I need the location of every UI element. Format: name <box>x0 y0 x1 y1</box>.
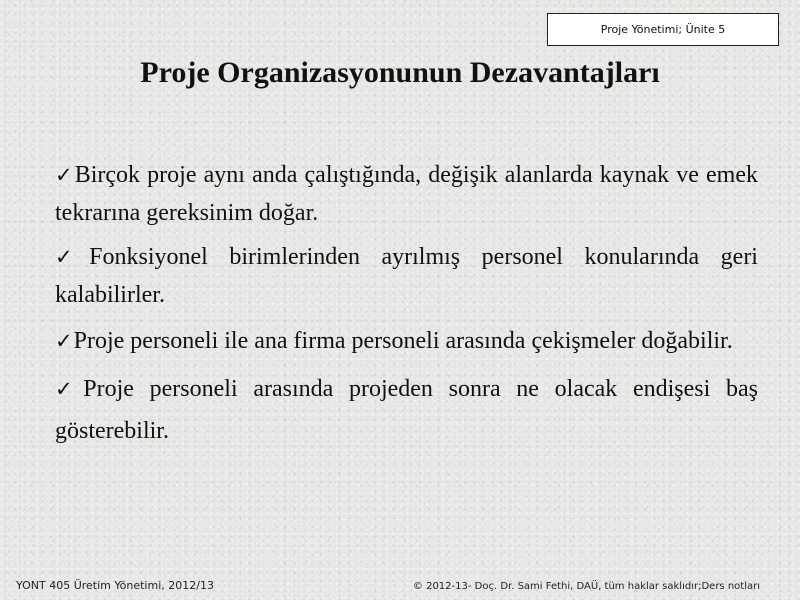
check-icon: ✓ <box>55 245 89 269</box>
bullet-text: Fonksiyonel birimlerinden ayrılmış personel konularında geri kalabilirler. <box>55 244 758 308</box>
course-label: Proje Yönetimi; Ünite 5 <box>600 23 726 36</box>
check-icon: ✓ <box>55 329 73 353</box>
check-icon: ✓ <box>55 377 83 401</box>
bullet-text: Proje personeli arasında projeden sonra ne olacak endişesi baş gösterebilir. <box>55 376 758 444</box>
footer-copyright: © 2012-13- Doç. Dr. Sami Fethi, DAÜ, tüm haklar saklıdır;Ders notları <box>412 581 760 592</box>
bullet-list <box>55 156 758 452</box>
bullet-text: Proje personeli ile ana firma personeli arasında çekişmeler doğabilir. <box>73 328 733 354</box>
check-icon: ✓ <box>55 163 74 187</box>
bullet-text: Birçok proje aynı anda çalıştığında, değişik alanlarda kaynak ve emek tekrarına gereksinim doğar. <box>55 162 758 226</box>
footer-course: YONT 405 Üretim Yönetimi, 2012/13 <box>16 579 214 592</box>
bullet-item <box>55 238 758 314</box>
bullet-item <box>55 320 758 362</box>
bullet-item <box>55 156 758 232</box>
slide-title: Proje Organizasyonunun Dezavantajları <box>140 56 660 89</box>
course-label-box <box>547 13 779 46</box>
bullet-item <box>55 368 758 452</box>
